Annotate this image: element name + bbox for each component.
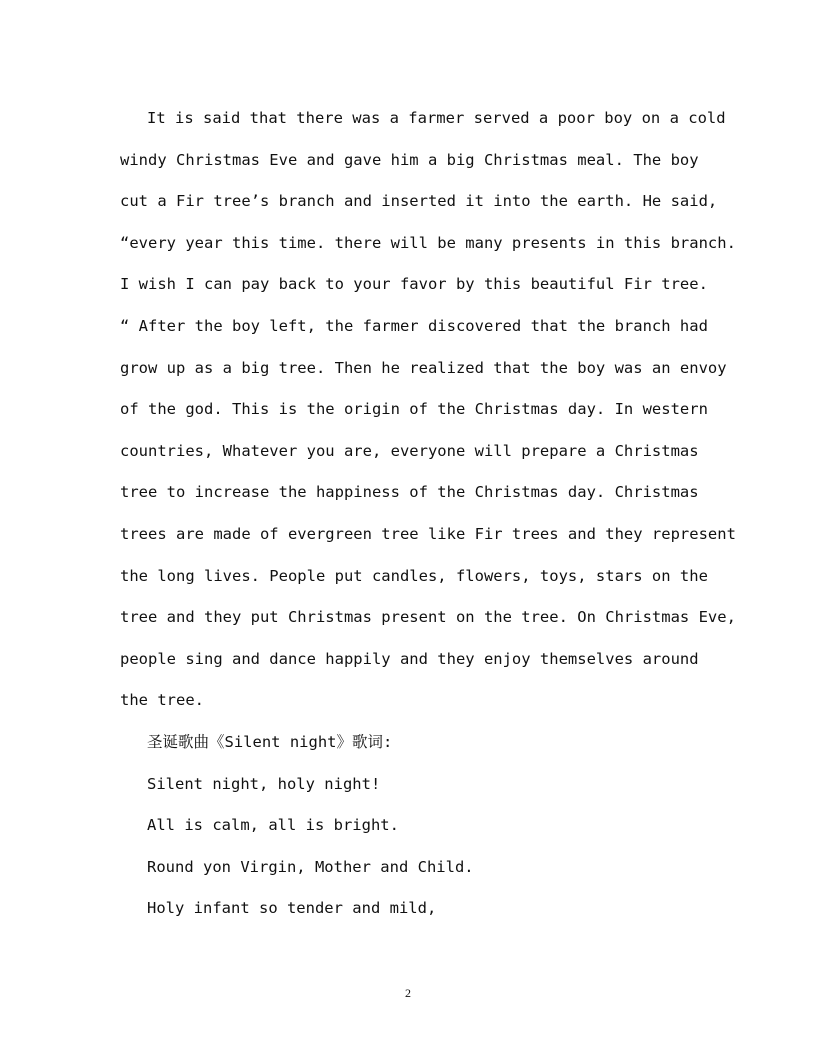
paragraph-line: “every year this time. there will be many presents in this branch. <box>120 233 736 252</box>
paragraph-line: cut a Fir tree’s branch and inserted it into the earth. He said, <box>120 192 718 211</box>
lyric-line: All is calm, all is bright. <box>147 816 399 835</box>
paragraph-line: of the god. This is the origin of the Christmas day. In western <box>120 400 708 419</box>
paragraph-line: tree and they put Christmas present on the tree. On Christmas Eve, <box>120 608 736 627</box>
paragraph-line: people sing and dance happily and they enjoy themselves around <box>120 649 699 668</box>
paragraph-line: tree to increase the happiness of the Christmas day. Christmas <box>120 483 699 502</box>
lyrics-heading: 圣诞歌曲《Silent night》歌词: <box>147 732 393 751</box>
paragraph-line: trees are made of evergreen tree like Fir trees and they represent <box>120 524 736 543</box>
lyric-line: Silent night, holy night! <box>147 774 381 793</box>
lyric-line: Round yon Virgin, Mother and Child. <box>147 857 474 876</box>
lyric-line: Holy infant so tender and mild, <box>147 899 437 918</box>
paragraph-line: It is said that there was a farmer served a poor boy on a cold <box>147 109 726 127</box>
paragraph-line: “ After the boy left, the farmer discovered that the branch had <box>120 316 708 335</box>
paragraph-line: the long lives. People put candles, flowers, toys, stars on the <box>120 566 708 585</box>
paragraph-line: grow up as a big tree. Then he realized that the boy was an envoy <box>120 358 727 377</box>
document-body <box>120 98 736 930</box>
page-number: 2 <box>405 986 411 1000</box>
paragraph-line: I wish I can pay back to your favor by this beautiful Fir tree. <box>120 275 708 294</box>
paragraph-line: the tree. <box>120 691 204 710</box>
paragraph-line: windy Christmas Eve and gave him a big Christmas meal. The boy <box>120 150 699 169</box>
paragraph-line: countries, Whatever you are, everyone will prepare a Christmas <box>120 441 699 460</box>
